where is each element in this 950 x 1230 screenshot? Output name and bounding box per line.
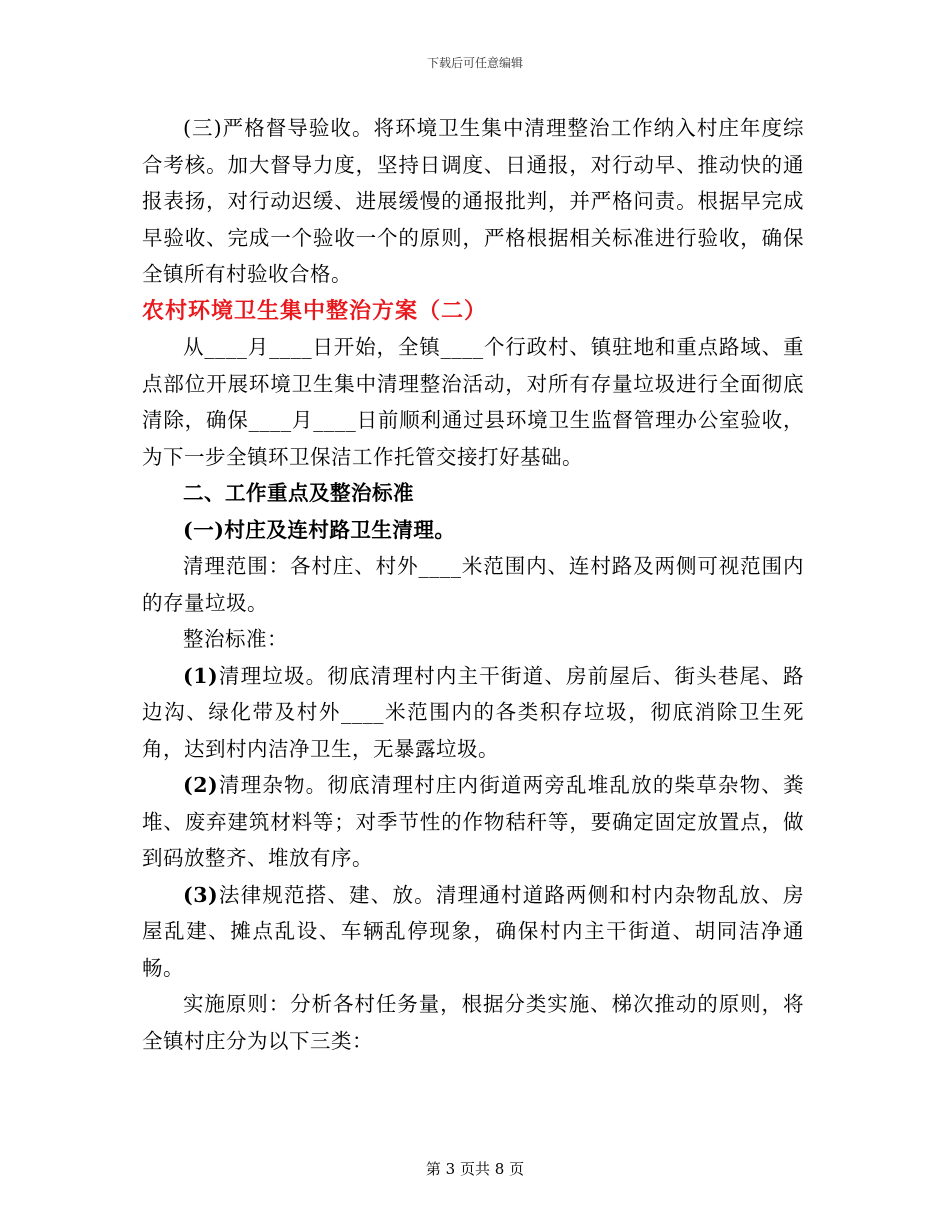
heading-village-cleanup: (一)村庄及连村路卫生清理。 [183, 517, 456, 542]
paragraph-scope: 清理范围：各村庄、村外____米范围内、连村路及两侧可视范围内的存量垃圾。 [142, 554, 804, 615]
list-number: (3) [183, 882, 219, 907]
list-item-2 [142, 767, 804, 877]
list-item-1 [142, 658, 804, 768]
paragraph-principle: 实施原则：分析各村任务量，根据分类实施、梯次推动的原则，将全镇村庄分为以下三类： [142, 992, 804, 1053]
paragraph-intro: 从____月____日开始，全镇____个行政村、镇驻地和重点路域、重点部位开展环境卫生集中清理整治活动，对所有存量垃圾进行全面彻底清除，确保____月____日前顺利通过县环境卫生监督管理办公室验收，为下一步全镇环卫保洁工作托管交接打好基础。 [142, 335, 804, 469]
heading-work-focus: 二、工作重点及整治标准 [183, 481, 414, 505]
list-text: 清理垃圾。彻底清理村内主干街道、房前屋后、街头巷尾、路边沟、绿化带及村外____米范围内的各类积存垃圾，彻底消除卫生死角，达到村内洁净卫生，无暴露垃圾。 [142, 663, 804, 761]
list-item-3 [142, 877, 804, 987]
section-title: 农村环境卫生集中整治方案（二） [142, 297, 488, 324]
page-footer: 第 3 页共 8 页 [425, 1160, 525, 1178]
list-text: 法律规范搭、建、放。清理通村道路两侧和村内杂物乱放、房屋乱建、摊点乱设、车辆乱停现象，确保村内主干街道、胡同洁净通畅。 [142, 882, 804, 980]
paragraph-supervision: (三)严格督导验收。将环境卫生集中清理整治工作纳入村庄年度综合考核。加大督导力度，坚持日调度、日通报，对行动早、推动快的通报表扬，对行动迟缓、进展缓慢的通报批判，并严格问责。根据早完成早验收、完成一个验收一个的原则，严格根据相关标准进行验收，确保全镇所有村验收合格。 [142, 116, 804, 286]
list-number: (2) [183, 773, 219, 797]
document-body [142, 110, 804, 1059]
page-header: 下载后可任意编辑 [426, 56, 523, 70]
list-text: 清理杂物。彻底清理村庄内街道两旁乱堆乱放的柴草杂物、粪堆、废弃建筑材料等；对季节性的作物秸秆等，要确定固定放置点，做到码放整齐、堆放有序。 [142, 773, 804, 870]
paragraph-standard-label: 整治标准： [183, 627, 288, 651]
list-number: (1) [183, 663, 219, 688]
